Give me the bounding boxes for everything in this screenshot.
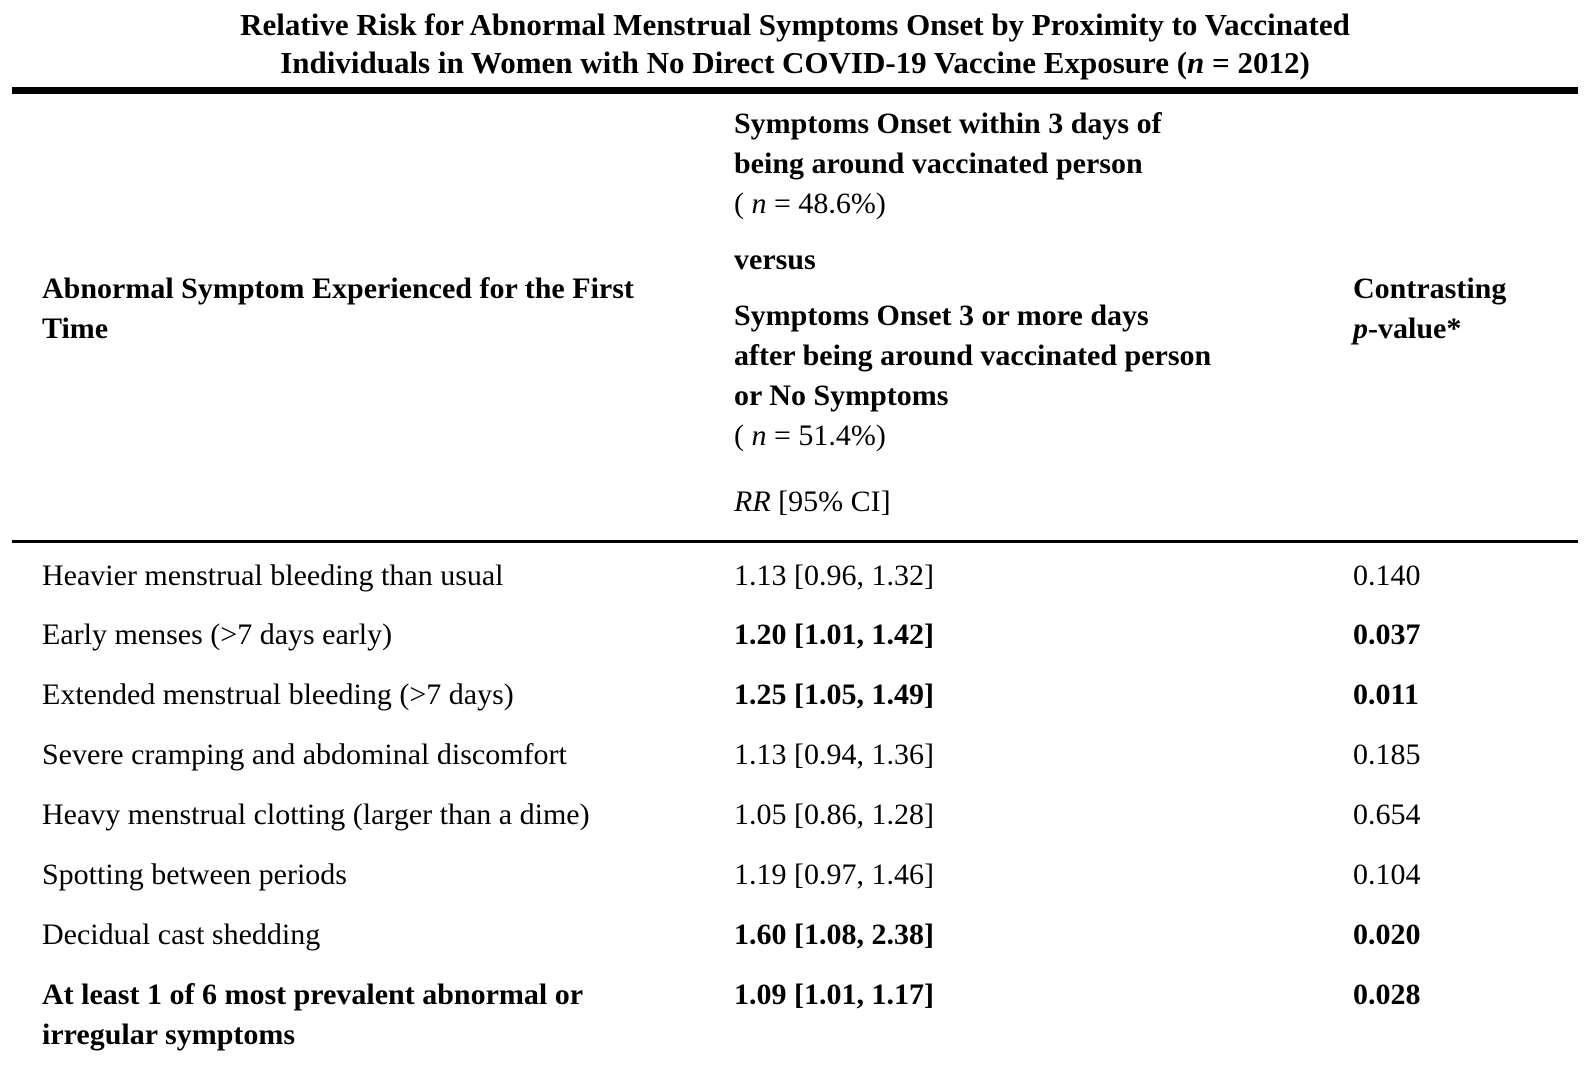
column-header-pvalue — [1321, 91, 1578, 542]
table-row — [12, 902, 1578, 962]
rr-italic: RR — [734, 485, 771, 518]
pvalue-cell: 0.185 — [1353, 737, 1421, 771]
group1-n-italic: n — [751, 187, 767, 220]
table-row — [12, 662, 1578, 722]
symptom-cell: Extended menstrual bleeding (>7 days) — [42, 677, 514, 711]
symptom-cell: Spotting between periods — [42, 857, 347, 891]
table-title — [12, 0, 1578, 91]
pvalue-cell: 0.654 — [1353, 797, 1421, 831]
symptom-cell: Heavier menstrual bleeding than usual — [42, 559, 504, 592]
table-row — [12, 602, 1578, 662]
rr-cell: 1.60 [1.08, 2.38] — [734, 917, 934, 951]
symptom-cell: Heavy menstrual clotting (larger than a dime) — [42, 797, 590, 831]
group2-n-italic: n — [751, 419, 767, 452]
column-header-symptom: Abnormal Symptom Experienced for the First Time — [12, 91, 720, 542]
table-row — [12, 722, 1578, 782]
symptom-cell: Severe cramping and abdominal discomfort — [42, 737, 567, 771]
rr-cell: 1.09 [1.01, 1.17] — [734, 977, 934, 1011]
p-italic: p — [1353, 311, 1368, 345]
rr-ci-label: RR [95% CI] — [734, 485, 891, 518]
comparison-group2-n: ( n = 51.4%) — [734, 419, 886, 452]
symptom-cell: At least 1 of 6 most prevalent abnormal or irregular symptoms — [42, 977, 583, 1051]
comparison-group1-n: ( n = 48.6%) — [734, 187, 886, 220]
pvalue-cell: 0.104 — [1353, 857, 1421, 891]
pvalue-cell: 0.011 — [1353, 677, 1419, 711]
rr-cell: 1.20 [1.01, 1.42] — [734, 617, 934, 651]
table-title-line2: Individuals in Women with No Direct COVID-19 Vaccine Exposure (n = 2012) — [280, 45, 1310, 80]
pvalue-cell: 0.037 — [1353, 617, 1421, 651]
pvalue-cell: 0.020 — [1353, 917, 1421, 951]
table-row — [12, 782, 1578, 842]
pvalue-cell: 0.140 — [1353, 559, 1421, 592]
symptom-cell: Decidual cast shedding — [42, 917, 321, 951]
pvalue-header-text: Contrasting p-value* — [1353, 271, 1507, 345]
comparison-versus: versus — [734, 243, 816, 276]
table-row — [12, 842, 1578, 902]
rr-cell: 1.13 [0.96, 1.32] — [734, 559, 934, 592]
pvalue-cell: 0.028 — [1353, 977, 1421, 1011]
table-row — [12, 962, 1578, 1056]
comparison-group1: Symptoms Onset within 3 days of being around vaccinated person ( n = 48.6%) — [734, 104, 1320, 224]
title-n-italic: n — [1187, 45, 1205, 80]
symptom-cell: Early menses (>7 days early) — [42, 617, 393, 651]
column-header-comparison — [720, 91, 1321, 542]
rr-cell: 1.25 [1.05, 1.49] — [734, 677, 934, 711]
rr-cell: 1.19 [0.97, 1.46] — [734, 857, 934, 891]
table-title-row — [12, 0, 1578, 91]
rr-cell: 1.13 [0.94, 1.36] — [734, 737, 934, 771]
comparison-group2: Symptoms Onset 3 or more days after being around vaccinated person or No Symptoms ( n = 51.4%) — [734, 296, 1320, 456]
column-header-row — [12, 91, 1578, 542]
relative-risk-table — [12, 0, 1578, 1056]
table-title-line1: Relative Risk for Abnormal Menstrual Symptoms Onset by Proximity to Vaccinated — [240, 7, 1350, 42]
table-row — [12, 542, 1578, 602]
rr-cell: 1.05 [0.86, 1.28] — [734, 797, 934, 831]
